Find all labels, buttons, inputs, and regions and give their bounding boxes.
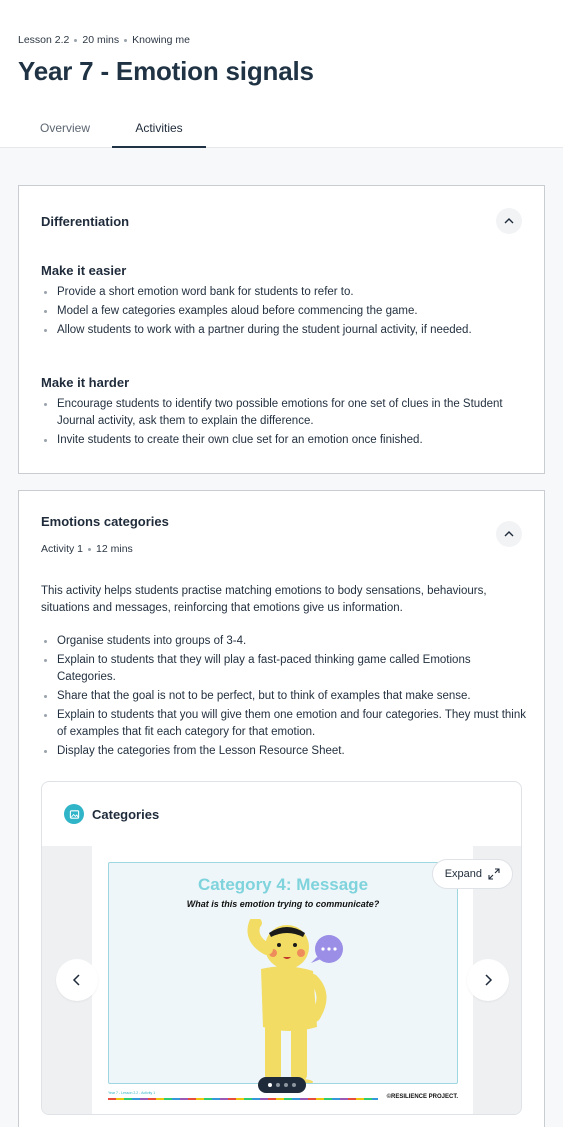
make-harder-list [41,396,526,451]
activity-card [18,490,545,1127]
list-item: Explain to students that they will play a fast-paced thinking game called Emotions Categories. [41,652,526,686]
separator-dot [88,548,91,551]
separator-dot [124,39,127,42]
expand-label: Expand [444,868,482,880]
chevron-up-icon [503,528,515,540]
slide-footer-text: Year 7 - Lesson 2.2 - Activity 1 [108,1091,156,1095]
collapse-button[interactable] [496,208,522,234]
slide-image [108,862,458,1084]
lesson-code: Lesson 2.2 [18,34,70,46]
slide-dot[interactable] [292,1083,296,1087]
thinking-character-illustration [219,919,349,1084]
make-easier-list [41,284,526,341]
lesson-duration: 20 mins [82,34,120,46]
list-item: Encourage students to identify two possible emotions for one set of clues in the Student Journal activity, ask them to explain the difference. [41,396,526,430]
chevron-right-icon [481,973,495,987]
slide-dot[interactable] [284,1083,288,1087]
list-item: Organise students into groups of 3-4. [41,633,526,650]
tab-activities[interactable]: Activities [112,108,206,148]
tab-overview[interactable]: Overview [39,121,90,135]
list-item: Model a few categories examples aloud before commencing the game. [41,303,526,320]
brand-logo: ©RESILIENCE PROJECT. [386,1094,458,1100]
list-item: Provide a short emotion word bank for students to refer to. [41,284,526,301]
chevron-left-icon [70,973,84,987]
separator-dot [74,39,77,42]
activity-duration: 12 mins [96,543,133,555]
image-icon [64,804,84,824]
resource-panel [41,781,522,1115]
next-slide-button[interactable] [467,959,509,1001]
chevron-up-icon [503,215,515,227]
differentiation-card [18,185,545,474]
slide-dot[interactable] [268,1083,272,1087]
lesson-meta [18,34,190,46]
list-item: Explain to students that you will give them one emotion and four categories. They must think of examples that fit each category for that emotion. [41,707,526,741]
list-item: Display the categories from the Lesson Resource Sheet. [41,743,526,760]
make-harder-heading: Make it harder [41,375,130,390]
slide-footer [108,1093,458,1103]
slide-subheading: What is this emotion trying to communicate? [186,899,380,909]
page-title: Year 7 - Emotion signals [18,56,314,86]
activity-number: Activity 1 [41,543,84,555]
make-easier-heading: Make it easier [41,263,127,278]
slide-stage [92,846,473,1115]
list-item: Allow students to work with a partner during the student journal activity, if needed. [41,322,526,339]
expand-icon [488,868,500,880]
differentiation-title: Differentiation [41,214,130,229]
previous-slide-button[interactable] [56,959,98,1001]
resource-title: Categories [92,806,160,822]
tab-bar [18,108,206,148]
color-strip [108,1098,378,1100]
expand-button[interactable] [432,859,513,889]
lesson-topic: Knowing me [132,34,190,46]
lesson-header [0,0,563,148]
list-item: Share that the goal is not to be perfect, but to think of examples that make sense. [41,688,526,705]
slide-carousel [42,846,522,1115]
activity-title: Emotions categories [41,514,169,529]
list-item: Invite students to create their own clue set for an emotion once finished. [41,432,526,449]
activity-steps [41,633,526,762]
resource-header [64,804,159,824]
slide-pagination [258,1077,306,1093]
slide-dot[interactable] [276,1083,280,1087]
slide-heading: Category 4: Message [197,875,369,894]
activity-meta [41,543,133,555]
activity-description: This activity helps students practise matching emotions to body sensations, behaviours, situations and messages, reinforcing that emotions give us information. [41,585,487,614]
collapse-button[interactable] [496,521,522,547]
